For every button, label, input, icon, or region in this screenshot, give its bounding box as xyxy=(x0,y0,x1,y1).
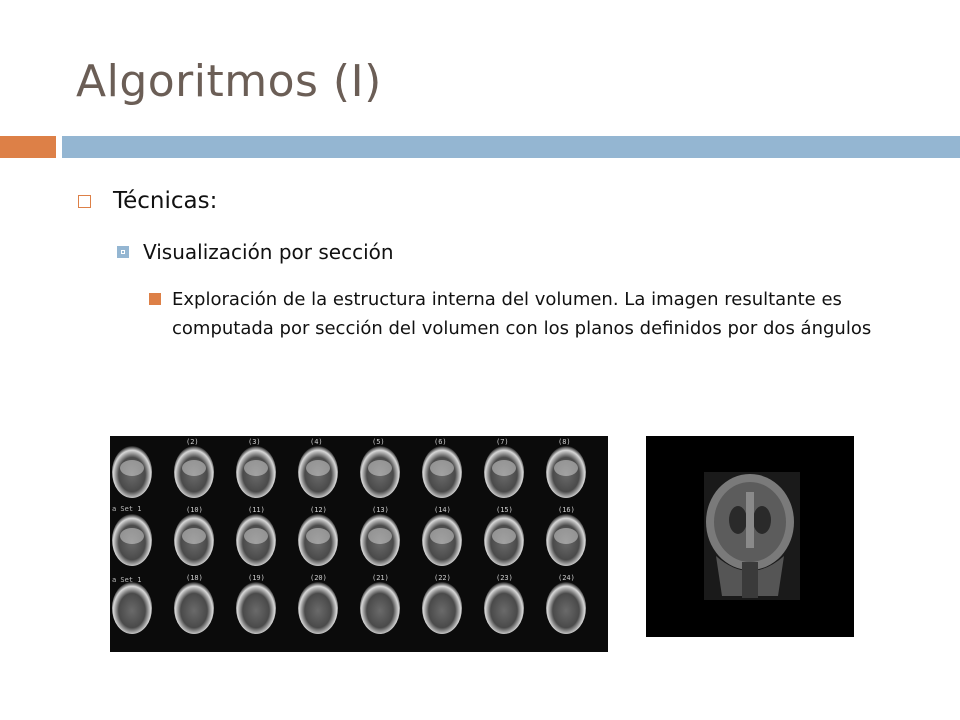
ct-slice xyxy=(546,582,586,634)
ct-slice-number: (23) xyxy=(496,574,513,582)
mri-section-svg xyxy=(646,436,854,637)
ct-slice-number: (22) xyxy=(434,574,451,582)
ct-slice xyxy=(298,582,338,634)
ct-slice-number: (10) xyxy=(186,506,203,514)
ct-slice-number: (7) xyxy=(496,438,509,446)
ct-bone-detail xyxy=(554,528,578,544)
ct-bone-detail xyxy=(120,460,144,476)
ct-slices-svg xyxy=(110,436,608,652)
ct-slice-number: (20) xyxy=(310,574,327,582)
slide-title: Algoritmos (I) xyxy=(76,56,382,107)
title-accent-bar xyxy=(0,136,56,158)
ct-bone-detail xyxy=(492,460,516,476)
ct-bone-detail xyxy=(120,528,144,544)
ct-bone-detail xyxy=(306,460,330,476)
ct-bone-detail xyxy=(244,460,268,476)
ct-slice-number: (2) xyxy=(186,438,199,446)
ct-bone-detail xyxy=(244,528,268,544)
ct-bone-detail xyxy=(182,460,206,476)
ct-bone-detail xyxy=(430,528,454,544)
ct-slice-number: (6) xyxy=(434,438,447,446)
title-underline-bar xyxy=(62,136,960,158)
row-label-1: a Set 1 xyxy=(112,505,142,513)
bullet-level-1 xyxy=(78,188,217,214)
ct-slice xyxy=(484,582,524,634)
ct-bone-detail xyxy=(306,528,330,544)
ct-bone-detail xyxy=(554,460,578,476)
bullet-level-2 xyxy=(117,240,394,264)
ct-slice-number: (11) xyxy=(248,506,265,514)
bullet-tecnicas: Técnicas: xyxy=(113,188,218,214)
ct-slice-number: (5) xyxy=(372,438,385,446)
ct-slice xyxy=(112,582,152,634)
ct-slice xyxy=(174,582,214,634)
ct-slice-number: (3) xyxy=(248,438,261,446)
bullet-exploracion: Exploración de la estructura interna del volumen. La imagen resultante es computada por sección del volumen con los planos definidos por dos ángulos xyxy=(172,289,872,339)
hollow-square-bullet-icon xyxy=(78,195,91,208)
ct-slice-number: (19) xyxy=(248,574,265,582)
filled-square-bullet-icon xyxy=(149,293,161,305)
ct-slice-number: (14) xyxy=(434,506,451,514)
ct-bone-detail xyxy=(492,528,516,544)
ct-slice-number: (8) xyxy=(558,438,571,446)
bullet-visualizacion: Visualización por sección xyxy=(143,240,394,264)
ct-bone-detail xyxy=(368,528,392,544)
ct-slice-number: (24) xyxy=(558,574,575,582)
ct-slice xyxy=(422,582,462,634)
ct-slices-image xyxy=(110,436,608,652)
ct-slice-number: (12) xyxy=(310,506,327,514)
ct-slice-number: (4) xyxy=(310,438,323,446)
ct-slice xyxy=(360,582,400,634)
square-bullet-icon xyxy=(117,246,129,258)
ct-slice-number: (15) xyxy=(496,506,513,514)
ct-slice-number: (18) xyxy=(186,574,203,582)
mri-section-image xyxy=(646,436,854,637)
ct-bone-detail xyxy=(430,460,454,476)
ct-slice xyxy=(236,582,276,634)
ct-slice-number: (21) xyxy=(372,574,389,582)
ct-bone-detail xyxy=(368,460,392,476)
row-label-2: a Set 1 xyxy=(112,576,142,584)
ct-slice-number: (16) xyxy=(558,506,575,514)
ct-slice-number: (13) xyxy=(372,506,389,514)
ct-bone-detail xyxy=(182,528,206,544)
